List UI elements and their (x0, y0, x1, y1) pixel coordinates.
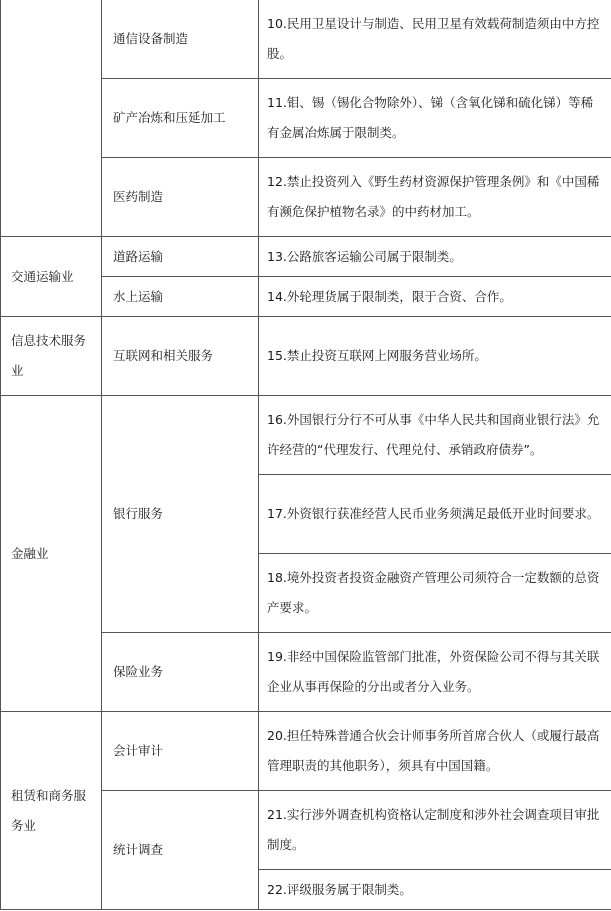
measure-cell: 22.评级服务属于限制类。 (259, 870, 611, 910)
category-cell: 金融业 (1, 396, 102, 712)
measure-cell: 13.公路旅客运输公司属于限制类。 (259, 237, 611, 277)
subcategory-cell: 统计调查 (102, 791, 259, 910)
measure-cell: 12.禁止投资列入《野生药材资源保护管理条例》和《中国稀有濒危保护植物名录》的中药材加工。 (259, 158, 611, 237)
table-row (1, 317, 611, 396)
measure-cell: 17.外资银行获准经营人民币业务须满足最低开业时间要求。 (259, 475, 611, 554)
subcategory-cell: 医药制造 (102, 158, 259, 237)
measure-cell: 21.实行涉外调查机构资格认定制度和涉外社会调查项目审批制度。 (259, 791, 611, 870)
measure-cell: 14.外轮理货属于限制类，限于合资、合作。 (259, 277, 611, 317)
measure-cell: 20.担任特殊普通合伙会计师事务所首席合伙人（或履行最高管理职责的其他职务），须具有中国国籍。 (259, 712, 611, 791)
subcategory-cell: 银行服务 (102, 396, 259, 633)
category-cell: 信息技术服务业 (1, 317, 102, 396)
table-row (1, 712, 611, 791)
measure-cell: 18.境外投资者投资金融资产管理公司须符合一定数额的总资产要求。 (259, 554, 611, 633)
subcategory-cell: 互联网和相关服务 (102, 317, 259, 396)
measure-cell: 19.非经中国保险监管部门批准，外资保险公司不得与其关联企业从事再保险的分出或者分入业务。 (259, 633, 611, 712)
subcategory-cell: 水上运输 (102, 277, 259, 317)
category-cell: 交通运输业 (1, 237, 102, 317)
subcategory-cell: 道路运输 (102, 237, 259, 277)
measure-cell: 15.禁止投资互联网上网服务营业场所。 (259, 317, 611, 396)
table-row (1, 237, 611, 277)
category-cell (1, 0, 102, 237)
subcategory-cell: 矿产冶炼和压延加工 (102, 79, 259, 158)
subcategory-cell: 通信设备制造 (102, 0, 259, 79)
subcategory-cell: 会计审计 (102, 712, 259, 791)
measure-cell: 10.民用卫星设计与制造、民用卫星有效载荷制造须由中方控股。 (259, 0, 611, 79)
measure-cell: 11.钼、锡（锡化合物除外）、锑（含氧化锑和硫化锑）等稀有金属冶炼属于限制类。 (259, 79, 611, 158)
table-row (1, 0, 611, 79)
measure-cell: 16.外国银行分行不可从事《中华人民共和国商业银行法》允许经营的“代理发行、代理兑付、承销政府债券”。 (259, 396, 611, 475)
subcategory-cell: 保险业务 (102, 633, 259, 712)
category-cell: 租赁和商务服务业 (1, 712, 102, 910)
table-row (1, 396, 611, 475)
